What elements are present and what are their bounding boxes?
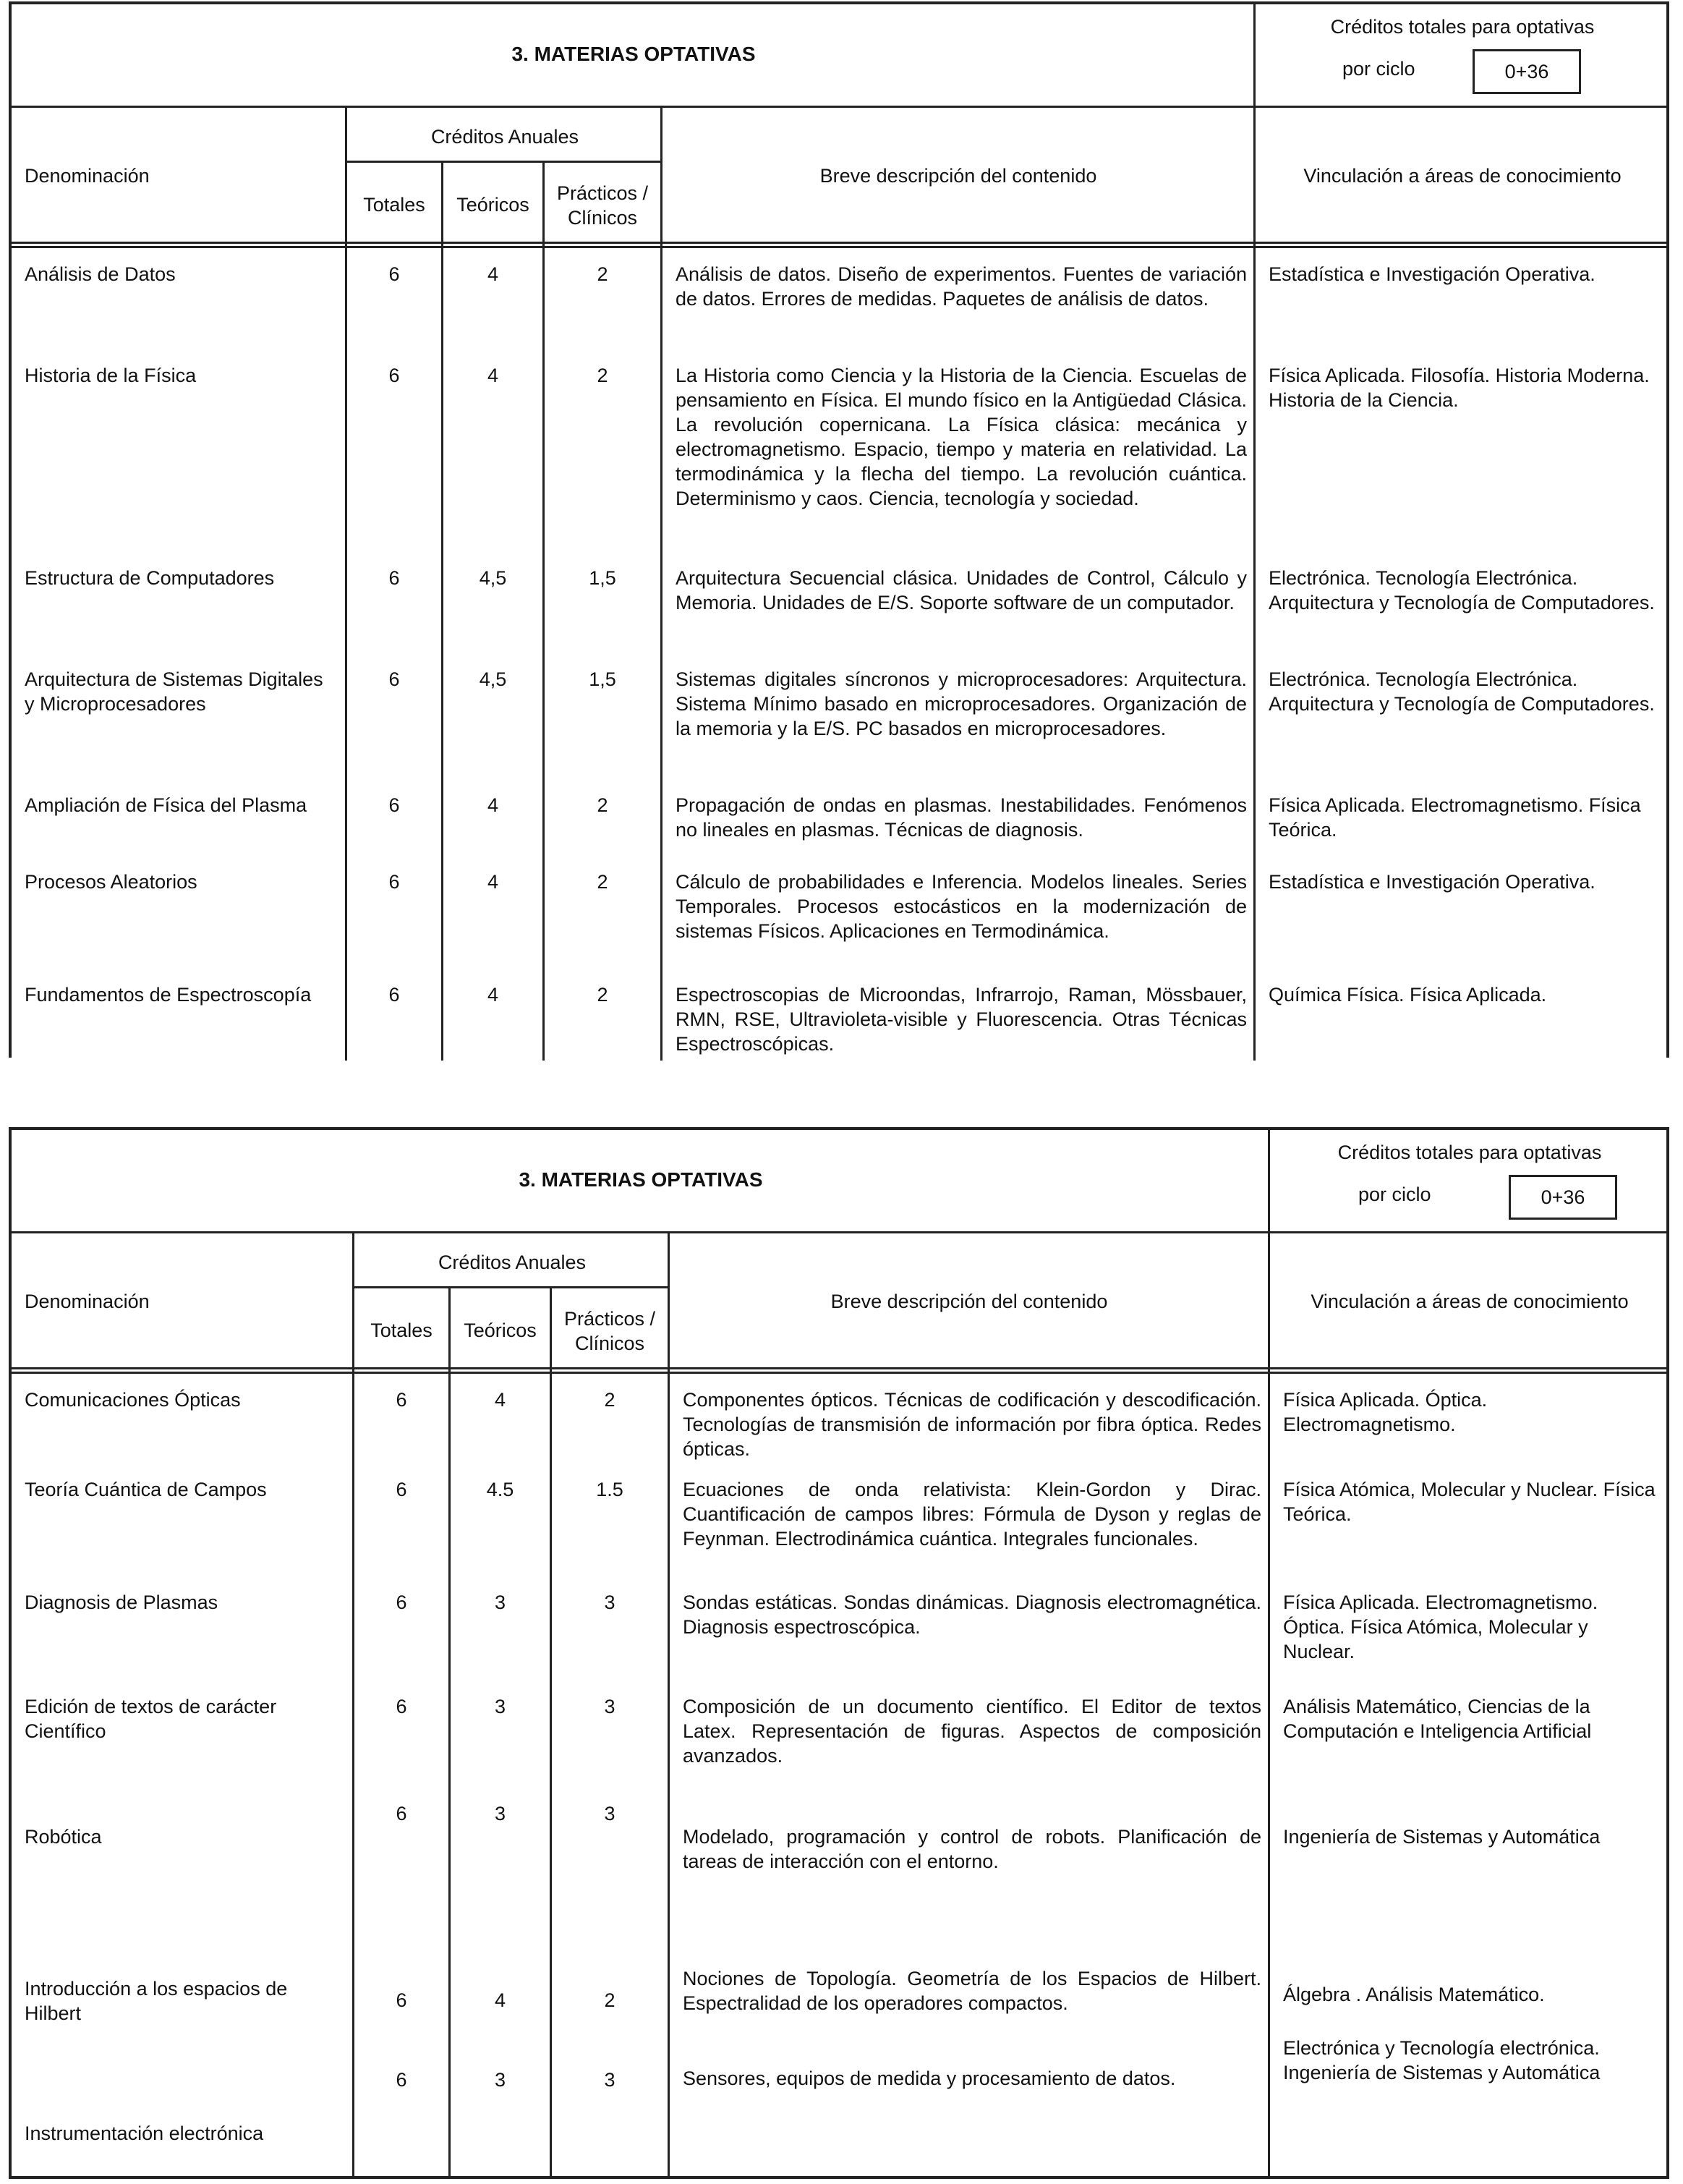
table-title: 3. MATERIAS OPTATIVAS xyxy=(511,43,756,65)
row-teoricos: 4 xyxy=(494,1989,506,2011)
row-vinculacion: Estadística e Investigación Operativa. xyxy=(1269,263,1595,285)
col-totales: Totales xyxy=(363,194,425,216)
row-name: Comunicaciones Ópticas xyxy=(25,1389,241,1411)
table-2 xyxy=(9,1127,1669,2179)
row-name: Estructura de Computadores xyxy=(25,567,275,589)
row-practicos: 2 xyxy=(597,365,608,386)
row-descripcion: Sondas estáticas. Sondas dinámicas. Diagnosis electromagnética. Diagnosis espectroscópica. xyxy=(683,1592,1261,1638)
row-descripcion: Propagación de ondas en plasmas. Inestabilidades. Fenómenos no lineales en plasmas. Técnicas de diagnosis. xyxy=(676,794,1247,841)
row-practicos: 2 xyxy=(604,1389,615,1411)
row-vinculacion: Álgebra . Análisis Matemático. xyxy=(1283,1984,1545,2005)
row-descripcion: La Historia como Ciencia y la Historia de la Ciencia. Escuelas de pensamiento en Física. El mundo físico en la Antigüedad Clásica. La revolución copernicana. La Física clásica: mecánica y electromagnetismo. Espacio, tiempo y materia en relatividad. La termodinámica y la flecha del tiempo. La revolución cuántica. Determinismo y caos. Ciencia, tecnología y sociedad. xyxy=(676,365,1247,509)
row-practicos: 1,5 xyxy=(589,668,616,690)
creditos-totales-label: Créditos totales para optativas xyxy=(1337,1142,1602,1163)
col-creditos-anuales: Créditos Anuales xyxy=(430,126,579,148)
row-totales: 6 xyxy=(388,567,400,589)
por-ciclo-value: 0+36 xyxy=(1509,1175,1617,1220)
row-name: Edición de textos de carácter Científico xyxy=(25,1696,277,1742)
row-practicos: 3 xyxy=(604,1592,615,1613)
row-teoricos: 3 xyxy=(494,1803,506,1824)
row-vinculacion: Estadística e Investigación Operativa. xyxy=(1269,871,1595,893)
col-teoricos: Teóricos xyxy=(464,1320,537,1341)
row-vinculacion: Electrónica. Tecnología Electrónica. Arquitectura y Tecnología de Computadores. xyxy=(1269,567,1655,613)
row-name: Fundamentos de Espectroscopía xyxy=(25,984,312,1006)
por-ciclo-label: por ciclo xyxy=(1358,1184,1431,1205)
row-vinculacion: Ingeniería de Sistemas y Automática xyxy=(1283,1826,1601,1848)
row-totales: 6 xyxy=(396,1479,407,1500)
row-teoricos: 4,5 xyxy=(479,567,507,589)
col-teoricos: Teóricos xyxy=(456,194,529,216)
col-creditos-anuales: Créditos Anuales xyxy=(438,1252,587,1273)
row-totales: 6 xyxy=(396,2069,407,2091)
row-name: Arquitectura de Sistemas Digitales y Microprocesadores xyxy=(25,668,323,715)
creditos-totales-label: Créditos totales para optativas xyxy=(1330,16,1595,38)
row-descripcion: Componentes ópticos. Técnicas de codificación y descodificación. Tecnologías de transmisión de información por fibra óptica. Redes ópticas. xyxy=(683,1389,1261,1460)
row-teoricos: 4,5 xyxy=(479,668,507,690)
row-practicos: 1.5 xyxy=(596,1479,623,1500)
por-ciclo-label: por ciclo xyxy=(1342,58,1415,80)
row-totales: 6 xyxy=(388,984,400,1006)
row-vinculacion: Física Aplicada. Filosofía. Historia Moderna. Historia de la Ciencia. xyxy=(1269,365,1650,411)
col-totales: Totales xyxy=(370,1320,433,1341)
table-title: 3. MATERIAS OPTATIVAS xyxy=(519,1168,763,1191)
row-practicos: 3 xyxy=(604,2069,615,2091)
row-name: Introducción a los espacios de Hilbert xyxy=(25,1978,288,2024)
row-name: Historia de la Física xyxy=(25,365,197,386)
row-descripcion: Sistemas digitales síncronos y microprocesadores: Arquitectura. Sistema Mínimo basado en microprocesadores. Organización de la memoria y la E/S. PC basados en microprocesadores. xyxy=(676,668,1247,739)
row-totales: 6 xyxy=(388,794,400,816)
row-name: Instrumentación electrónica xyxy=(25,2123,264,2144)
col-practicos: Prácticos / Clínicos xyxy=(563,1308,656,1354)
row-vinculacion: Física Aplicada. Electromagnetismo. Física Teórica. xyxy=(1269,794,1641,841)
row-name: Teoría Cuántica de Campos xyxy=(25,1479,267,1500)
row-totales: 6 xyxy=(396,1989,407,2011)
row-teoricos: 4 xyxy=(487,365,499,386)
row-teoricos: 3 xyxy=(494,2069,506,2091)
row-vinculacion: Química Física. Física Aplicada. xyxy=(1269,984,1547,1006)
col-vinculacion: Vinculación a áreas de conocimiento xyxy=(1303,165,1622,187)
row-name: Ampliación de Física del Plasma xyxy=(25,794,307,816)
row-descripcion: Ecuaciones de onda relativista: Klein-Gordon y Dirac. Cuantificación de campos libres: Fórmula de Dyson y reglas de Feynman. Electrodinámica cuántica. Integrales funcionales. xyxy=(683,1479,1261,1550)
row-teoricos: 4 xyxy=(487,794,499,816)
row-vinculacion: Análisis Matemático, Ciencias de la Computación e Inteligencia Artificial xyxy=(1283,1696,1592,1742)
row-descripcion: Composición de un documento científico. El Editor de textos Latex. Representación de figuras. Aspectos de composición avanzados. xyxy=(683,1696,1261,1767)
row-name: Robótica xyxy=(25,1826,102,1848)
row-practicos: 1,5 xyxy=(589,567,616,589)
row-totales: 6 xyxy=(396,1803,407,1824)
col-descripcion: Breve descripción del contenido xyxy=(819,165,1097,187)
row-name: Análisis de Datos xyxy=(25,263,176,285)
row-totales: 6 xyxy=(388,668,400,690)
row-practicos: 2 xyxy=(604,1989,615,2011)
row-vinculacion: Física Aplicada. Óptica. Electromagnetismo. xyxy=(1283,1389,1488,1435)
row-name: Diagnosis de Plasmas xyxy=(25,1592,218,1613)
row-vinculacion: Física Atómica, Molecular y Nuclear. Física Teórica. xyxy=(1283,1479,1656,1525)
table-1 xyxy=(9,1,1669,1058)
row-teoricos: 3 xyxy=(494,1696,506,1717)
row-teoricos: 4 xyxy=(494,1389,506,1411)
por-ciclo-value: 0+36 xyxy=(1473,49,1581,94)
row-practicos: 2 xyxy=(597,794,608,816)
row-vinculacion: Electrónica. Tecnología Electrónica. Arquitectura y Tecnología de Computadores. xyxy=(1269,668,1655,715)
row-descripcion: Modelado, programación y control de robots. Planificación de tareas de interacción con el entorno. xyxy=(683,1826,1261,1872)
row-teoricos: 4.5 xyxy=(486,1479,514,1500)
row-practicos: 3 xyxy=(604,1803,615,1824)
row-totales: 6 xyxy=(388,871,400,893)
col-descripcion: Breve descripción del contenido xyxy=(830,1291,1108,1312)
col-practicos: Prácticos / Clínicos xyxy=(556,182,649,229)
row-teoricos: 4 xyxy=(487,871,499,893)
row-descripcion: Espectroscopias de Microondas, Infrarrojo, Raman, Mössbauer, RMN, RSE, Ultravioleta-visible y Fluorescencia. Otras Técnicas Espectroscópicas. xyxy=(676,984,1247,1055)
row-vinculacion: Electrónica y Tecnología electrónica. Ingeniería de Sistemas y Automática xyxy=(1283,2037,1601,2083)
row-practicos: 2 xyxy=(597,871,608,893)
row-practicos: 2 xyxy=(597,984,608,1006)
col-denominacion: Denominación xyxy=(25,165,150,187)
row-teoricos: 4 xyxy=(487,984,499,1006)
row-totales: 6 xyxy=(396,1696,407,1717)
row-practicos: 3 xyxy=(604,1696,615,1717)
row-practicos: 2 xyxy=(597,263,608,285)
row-totales: 6 xyxy=(396,1389,407,1411)
row-totales: 6 xyxy=(396,1592,407,1613)
row-teoricos: 3 xyxy=(494,1592,506,1613)
row-teoricos: 4 xyxy=(487,263,499,285)
row-vinculacion: Física Aplicada. Electromagnetismo. Óptica. Física Atómica, Molecular y Nuclear. xyxy=(1283,1592,1598,1662)
row-totales: 6 xyxy=(388,263,400,285)
col-vinculacion: Vinculación a áreas de conocimiento xyxy=(1311,1291,1629,1312)
row-descripcion: Nociones de Topología. Geometría de los Espacios de Hilbert. Espectralidad de los operadores compactos. xyxy=(683,1968,1261,2014)
row-descripcion: Cálculo de probabilidades e Inferencia. Modelos lineales. Series Temporales. Procesos estocásticos en la modernización de sistemas Físicos. Aplicaciones en Termodinámica. xyxy=(676,871,1247,942)
row-name: Procesos Aleatorios xyxy=(25,871,197,893)
row-descripcion: Análisis de datos. Diseño de experimentos. Fuentes de variación de datos. Errores de medidas. Paquetes de análisis de datos. xyxy=(676,263,1247,310)
row-descripcion: Sensores, equipos de medida y procesamiento de datos. xyxy=(683,2068,1176,2089)
row-totales: 6 xyxy=(388,365,400,386)
row-descripcion: Arquitectura Secuencial clásica. Unidades de Control, Cálculo y Memoria. Unidades de E/S. Soporte software de un computador. xyxy=(676,567,1247,613)
col-denominacion: Denominación xyxy=(25,1291,150,1312)
